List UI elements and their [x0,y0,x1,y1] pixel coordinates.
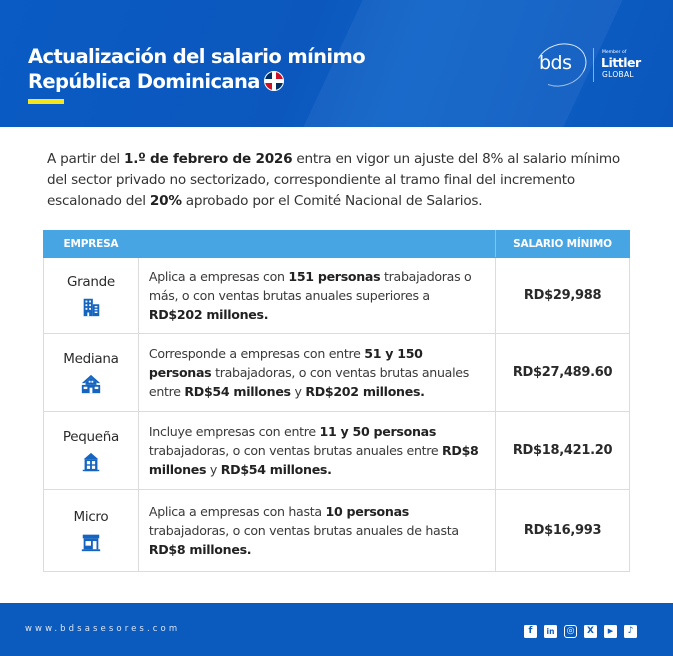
salario-cell: RD$18,421.20 [496,412,630,490]
desc-bold: RD$202 millones. [148,307,269,322]
storefront-icon [80,531,102,553]
title-accent-bar [28,99,64,104]
desc-text: trabajadoras, o con ventas brutas anuales entre [148,443,443,458]
desc-text: trabajadoras, o con ventas brutas anuales entre [148,365,469,399]
desc-bold: RD$202 millones. [305,384,425,399]
youtube-icon[interactable]: ▶ [604,625,617,638]
intro-paragraph [47,149,637,212]
bds-logo: bds [539,52,572,74]
empresa-name: Mediana [63,350,119,367]
x-twitter-icon[interactable]: X [584,625,597,638]
table-row [44,412,630,490]
desc-text: y [206,462,221,477]
desc-text: Aplica a empresas con hasta [148,504,326,519]
social-links [524,625,637,638]
intro-date: 1.º de febrero de 2026 [124,151,293,167]
table-row [44,334,630,412]
littler-logo: Littler [601,55,641,70]
salario-cell: RD$29,988 [496,258,630,334]
linkedin-icon[interactable]: in [544,625,557,638]
footer [0,603,673,656]
description-cell [138,490,495,572]
tiktok-icon[interactable]: ♪ [624,625,637,638]
desc-bold: RD$54 millones [184,384,291,399]
title-line-1: Actualización del salario mínimo [28,45,366,68]
table-row [44,258,630,334]
empresa-name: Micro [73,508,109,525]
desc-bold: 51 y 150 personas [148,346,423,380]
desc-bold: RD$54 millones. [220,462,332,477]
desc-bold: RD$8 millones. [148,542,252,557]
column-header-empresa: EMPRESA [44,231,139,258]
desc-bold: 151 personas [288,269,381,284]
title-line-2 [28,69,365,94]
table-row [44,490,630,572]
intro-text: entra en vigor un ajuste del 8% al salario mínimo del sector privado no sectorizado, correspondiente al tramo final del incremento escalonado del [47,151,620,209]
desc-bold: RD$8 millones [148,443,479,477]
desc-text: trabajadoras o más, o con ventas brutas anuales superiores a [148,269,472,303]
empresa-name: Pequeña [62,428,119,445]
instagram-icon[interactable]: ◎ [564,625,577,638]
desc-bold: 11 y 50 personas [319,424,437,439]
table-header-row [44,231,630,258]
desc-text: trabajadoras, o con ventas brutas anuales de hasta [148,523,459,538]
dominican-flag-icon [264,71,284,91]
intro-text: aprobado por el Comité Nacional de Salarios. [181,193,483,209]
small-house-icon [80,451,102,473]
intro-text: A partir del [47,151,125,167]
member-of-label: Member of [602,50,627,55]
logo-divider [593,48,594,82]
intro-percent: 20% [149,193,182,209]
desc-text: Corresponde a empresas con entre [148,346,365,361]
empresa-cell [44,412,139,490]
littler-global-label: GLOBAL [602,70,634,79]
salario-cell: RD$27,489.60 [496,334,630,412]
header-banner [0,0,673,127]
page-title [28,44,365,94]
house-large-icon [80,373,102,395]
title-line-2-text: República Dominicana [28,70,260,93]
website-link[interactable]: www.bdsasesores.com [25,624,181,634]
desc-bold: 10 personas [325,504,409,519]
facebook-icon[interactable]: f [524,625,537,638]
desc-text: y [290,384,306,399]
empresa-name: Grande [66,273,115,290]
salario-cell: RD$16,993 [496,490,630,572]
desc-text: Incluye empresas con entre [148,424,320,439]
column-header-salario: SALARIO MÍNIMO [496,231,630,258]
office-building-icon [80,296,102,318]
salary-table [43,230,630,572]
description-cell [138,412,495,490]
description-cell [138,258,495,334]
desc-text: Aplica a empresas con [148,269,289,284]
empresa-cell [44,258,139,334]
empresa-cell [44,334,139,412]
empresa-cell [44,490,139,572]
column-header-description [138,231,495,258]
description-cell [138,334,495,412]
